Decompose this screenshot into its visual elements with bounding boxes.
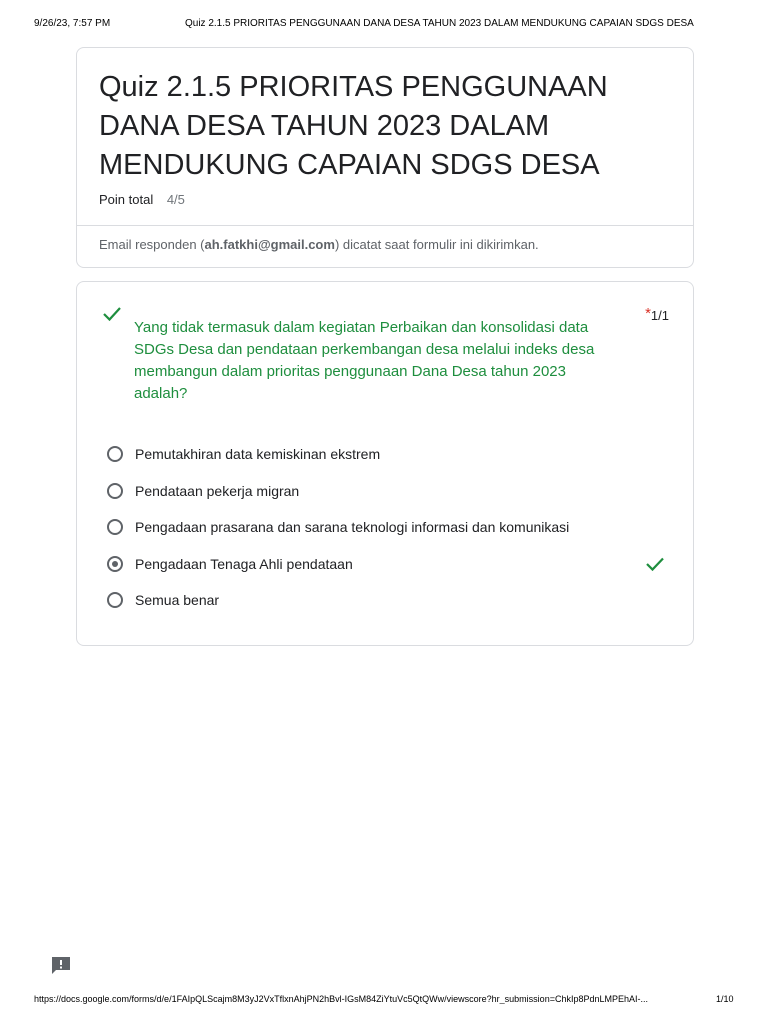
question-text: Yang tidak termasuk dalam kegiatan Perbaikan dan konsolidasi data SDGs Desa dan pendataan perkembangan desa melalui indeks desa membangun dalam prioritas penggunaan Dana Desa tahun 2023 adalah? <box>134 319 595 402</box>
question-points <box>645 305 669 323</box>
option-label: Pengadaan Tenaga Ahli pendataan <box>135 555 353 572</box>
score-row <box>99 192 185 207</box>
radio-button[interactable] <box>107 483 123 499</box>
radio-button[interactable] <box>107 592 123 608</box>
email-prefix: Email responden ( <box>99 237 205 252</box>
answer-option-selected[interactable] <box>107 546 669 583</box>
print-title: Quiz 2.1.5 PRIORITAS PENGGUNAAN DANA DESA TAHUN 2023 DALAM MENDUKUNG CAPAIAN SDGS DESA <box>185 18 694 29</box>
question-card <box>76 281 694 646</box>
radio-button[interactable] <box>107 446 123 462</box>
form-title: Quiz 2.1.5 PRIORITAS PENGGUNAAN DANA DESA TAHUN 2023 DALAM MENDUKUNG CAPAIAN SDGS DESA <box>99 71 608 181</box>
score-label: Poin total <box>99 192 154 207</box>
print-url: https://docs.google.com/forms/d/e/1FAIpQLScajm8M3yJ2VxTflxnAhjPN2hBvl-IGsM84ZiYtuVc5QtQWw/viewscore?hr_submission=ChkIp8PdnLMPEhAI-... <box>34 994 648 1004</box>
score-value: 4/5 <box>166 192 185 207</box>
check-icon <box>102 305 122 323</box>
answer-option[interactable] <box>107 473 669 510</box>
option-label: Semua benar <box>135 592 220 609</box>
required-mark: * <box>645 305 651 322</box>
option-label: Pengadaan prasarana dan sarana teknologi informasi dan komunikasi <box>135 519 570 536</box>
answer-option[interactable] <box>107 509 669 546</box>
points-value: 1/1 <box>650 308 669 323</box>
answer-option[interactable] <box>107 436 669 473</box>
print-page-number: 1/10 <box>716 994 734 1004</box>
email-notice <box>99 237 539 252</box>
check-icon <box>645 556 665 572</box>
option-label: Pemutakhiran data kemiskinan ekstrem <box>135 446 381 463</box>
radio-button[interactable] <box>107 519 123 535</box>
answer-options <box>107 436 669 619</box>
header-divider <box>77 225 693 226</box>
feedback-icon[interactable] <box>50 955 72 975</box>
radio-button-selected[interactable] <box>107 556 123 572</box>
answer-option[interactable] <box>107 582 669 619</box>
print-date: 9/26/23, 7:57 PM <box>34 18 111 29</box>
form-header-card <box>76 47 694 268</box>
option-label: Pendataan pekerja migran <box>135 482 300 499</box>
email-suffix: ) dicatat saat formulir ini dikirimkan. <box>334 237 539 252</box>
respondent-email: ah.fatkhi@gmail.com <box>204 237 335 252</box>
